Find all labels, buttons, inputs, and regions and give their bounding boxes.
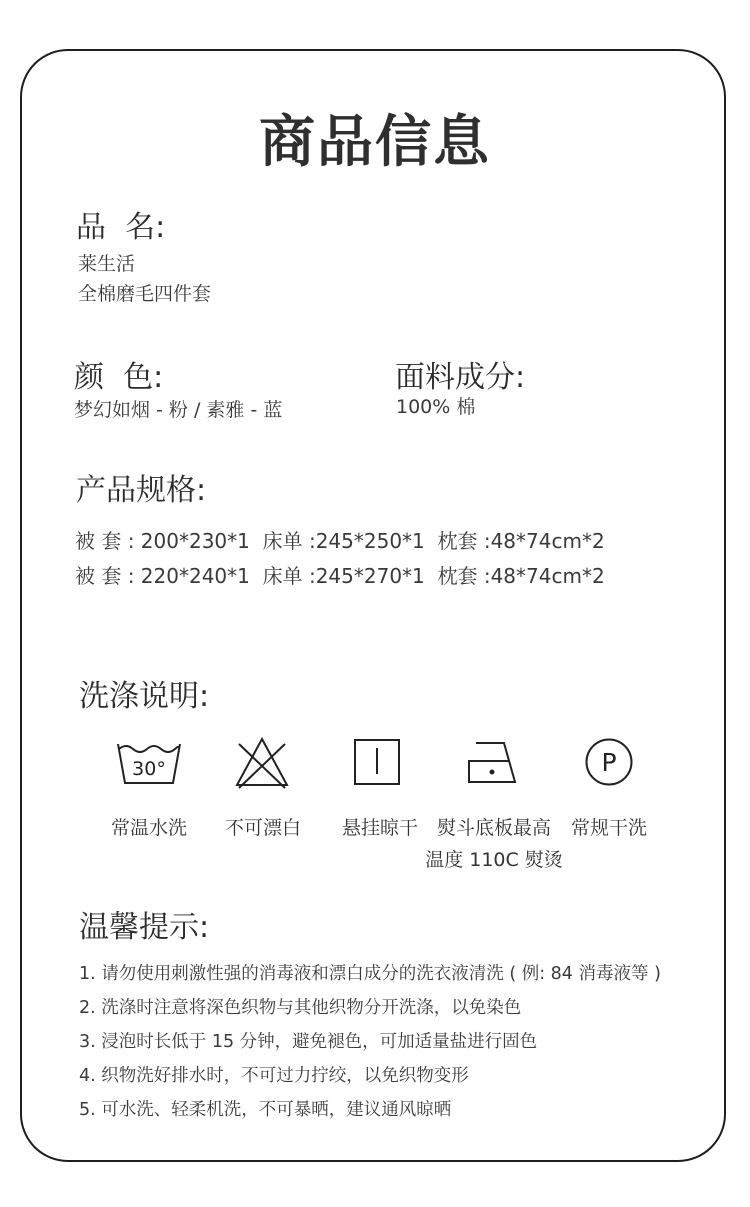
wash-label-no-bleach: 不可漂白 [224,817,301,839]
dry-clean-letter: P [601,748,617,777]
product-name-label: 品 名: [76,210,166,245]
dry-clean-p-icon [584,737,634,787]
iron-icon [466,739,518,785]
wash-label-iron-1: 熨斗底板最高 [436,817,551,839]
product-name-line-2: 全棉磨毛四件套 [78,283,212,305]
wash-label-dry-clean: 常规干洗 [570,817,647,839]
color-label: 颜 色: [74,360,164,395]
wash-label-line-dry: 悬挂晾干 [341,817,418,839]
wash-label-normal-temp: 常温水洗 [110,817,187,839]
wash-tub-30-icon [116,740,182,788]
color-value: 梦幻如烟 - 粉 / 素雅 - 蓝 [74,399,283,421]
washing-label: 洗涤说明: [79,679,210,714]
spec-line-2: 被 套 : 220*240*1 床单 :245*270*1 枕套 :48*74cm*2 [75,564,605,588]
tip-item-2: 2. 洗涤时注意将深色织物与其他织物分开洗涤，以免染色 [79,998,522,1018]
wash-label-iron-2: 温度 110C 熨烫 [425,849,563,871]
material-label: 面料成分: [395,360,526,395]
spec-label: 产品规格: [76,473,207,508]
wash-temp-text: 30° [132,758,166,780]
tip-item-5: 5. 可水洗、轻柔机洗，不可暴晒，建议通风晾晒 [79,1100,452,1120]
tip-item-4: 4. 织物洗好排水时，不可过力拧绞，以免织物变形 [79,1066,469,1086]
tip-item-3: 3. 浸泡时长低于 15 分钟，避免褪色，可加适量盐进行固色 [79,1032,538,1052]
spec-line-1: 被 套 : 200*230*1 床单 :245*250*1 枕套 :48*74cm*2 [75,529,605,553]
no-bleach-icon [234,736,290,790]
tips-label: 温馨提示: [79,910,210,945]
product-name-line-1: 莱生活 [78,253,136,275]
page-title: 商品信息 [259,110,491,175]
line-dry-icon [353,738,401,786]
tip-item-1: 1. 请勿使用刺激性强的消毒液和漂白成分的洗衣液清洗 ( 例: 84 消毒液等 ) [79,964,661,984]
material-value: 100% 棉 [396,396,476,418]
